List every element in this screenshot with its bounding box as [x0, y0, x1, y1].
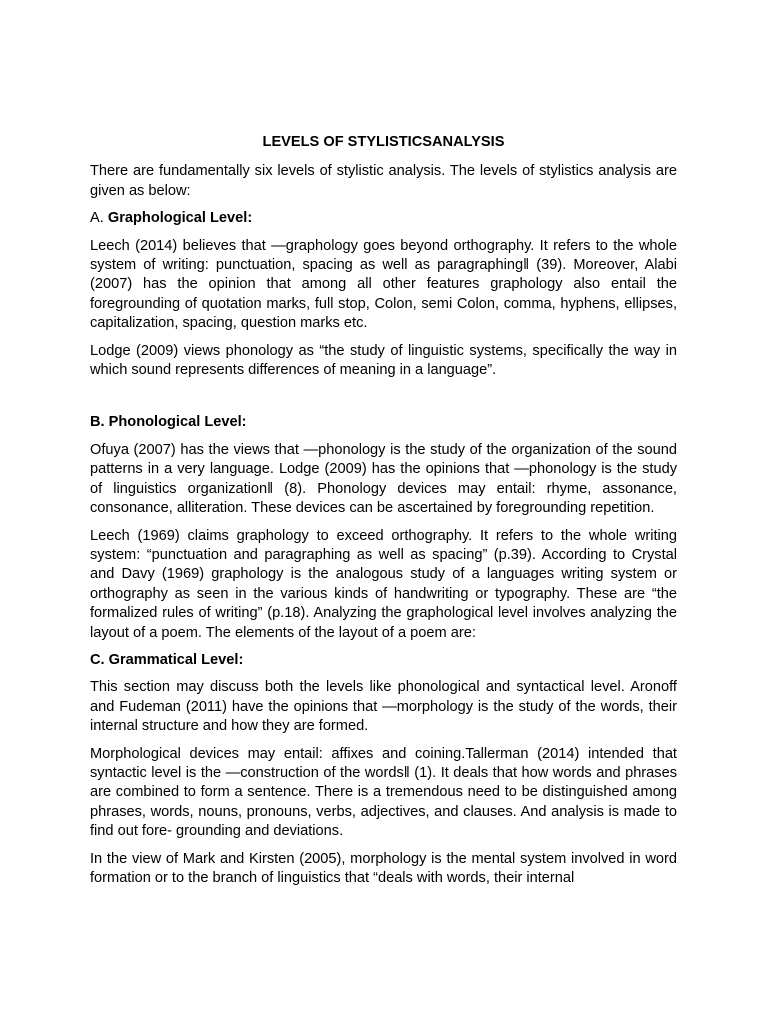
section-a-paragraph: Lodge (2009) views phonology as “the study of linguistic systems, specifically the way in which sound represents differences of meaning in a language”. [90, 342, 677, 379]
section-c-paragraph: This section may discuss both the levels like phonological and syntactical level. Aronoff and Fudeman (2011) have the opinions that —morphology is the study of the words, their internal structure and how they are formed. [90, 679, 677, 735]
section-c-title: C. Grammatical Level: [90, 651, 244, 668]
section-a-prefix: A. [90, 210, 108, 227]
document-title: LEVELS OF STYLISTICSANALYSIS [262, 134, 505, 150]
section-b-heading [90, 413, 677, 432]
section-c-paragraph: In the view of Mark and Kirsten (2005), morphology is the mental system involved in word formation or to the branch of linguistics that “deals with words, their internal [90, 850, 677, 886]
section-a-heading [90, 209, 677, 228]
section-a-title: Graphological Level: [107, 210, 253, 227]
intro-paragraph: There are fundamentally six levels of stylistic analysis. The levels of stylistics analysis are given as below: [90, 163, 677, 199]
section-c-heading [90, 651, 677, 670]
section-c-paragraph: Morphological devices may entail: affixes and coining.Tallerman (2014) intended that syntactic level is the —construction of the words‖ (1). It deals that how words and phrases are combined to form a sentence. There is a tremendous need to be distinguished among phrases, words, nouns, pronouns, verbs, adjectives, and clauses. And analysis is made to find out fore- grounding and deviations. [90, 745, 677, 840]
document-page [90, 133, 677, 896]
section-b-paragraph: Ofuya (2007) has the views that —phonology is the study of the organization of the sound patterns in a very language. Lodge (2009) has the opinions that —phonology is the study of linguistics organization‖ (8). Phonology devices may entail: rhyme, assonance, consonance, alliteration. These devices can be ascertained by foregrounding repetition. [90, 441, 677, 517]
section-b-paragraph: Leech (1969) claims graphology to exceed orthography. It refers to the whole writing system: “punctuation and paragraphing as well as spacing” (p.39). According to Crystal and Davy (1969) graphology is the analogous study of a languages writing system or orthography as seen in the various kinds of handwriting or typography. These are “the formalized rules of writing” (p.18). Analyzing the graphological level involves analyzing the layout of a poem. The elements of the layout of a poem are: [90, 527, 677, 641]
section-spacer [90, 388, 677, 413]
section-b-title: B. Phonological Level: [90, 414, 247, 431]
section-a-paragraph: Leech (2014) believes that —graphology goes beyond orthography. It refers to the whole system of writing: punctuation, spacing as well as paragraphing‖ (39). Moreover, Alabi (2007) has the opinion that among all other features graphology also entail the foregrounding of quotation marks, full stop, Colon, semi Colon, comma, hyphens, ellipses, capitalization, spacing, question marks etc. [90, 237, 677, 332]
